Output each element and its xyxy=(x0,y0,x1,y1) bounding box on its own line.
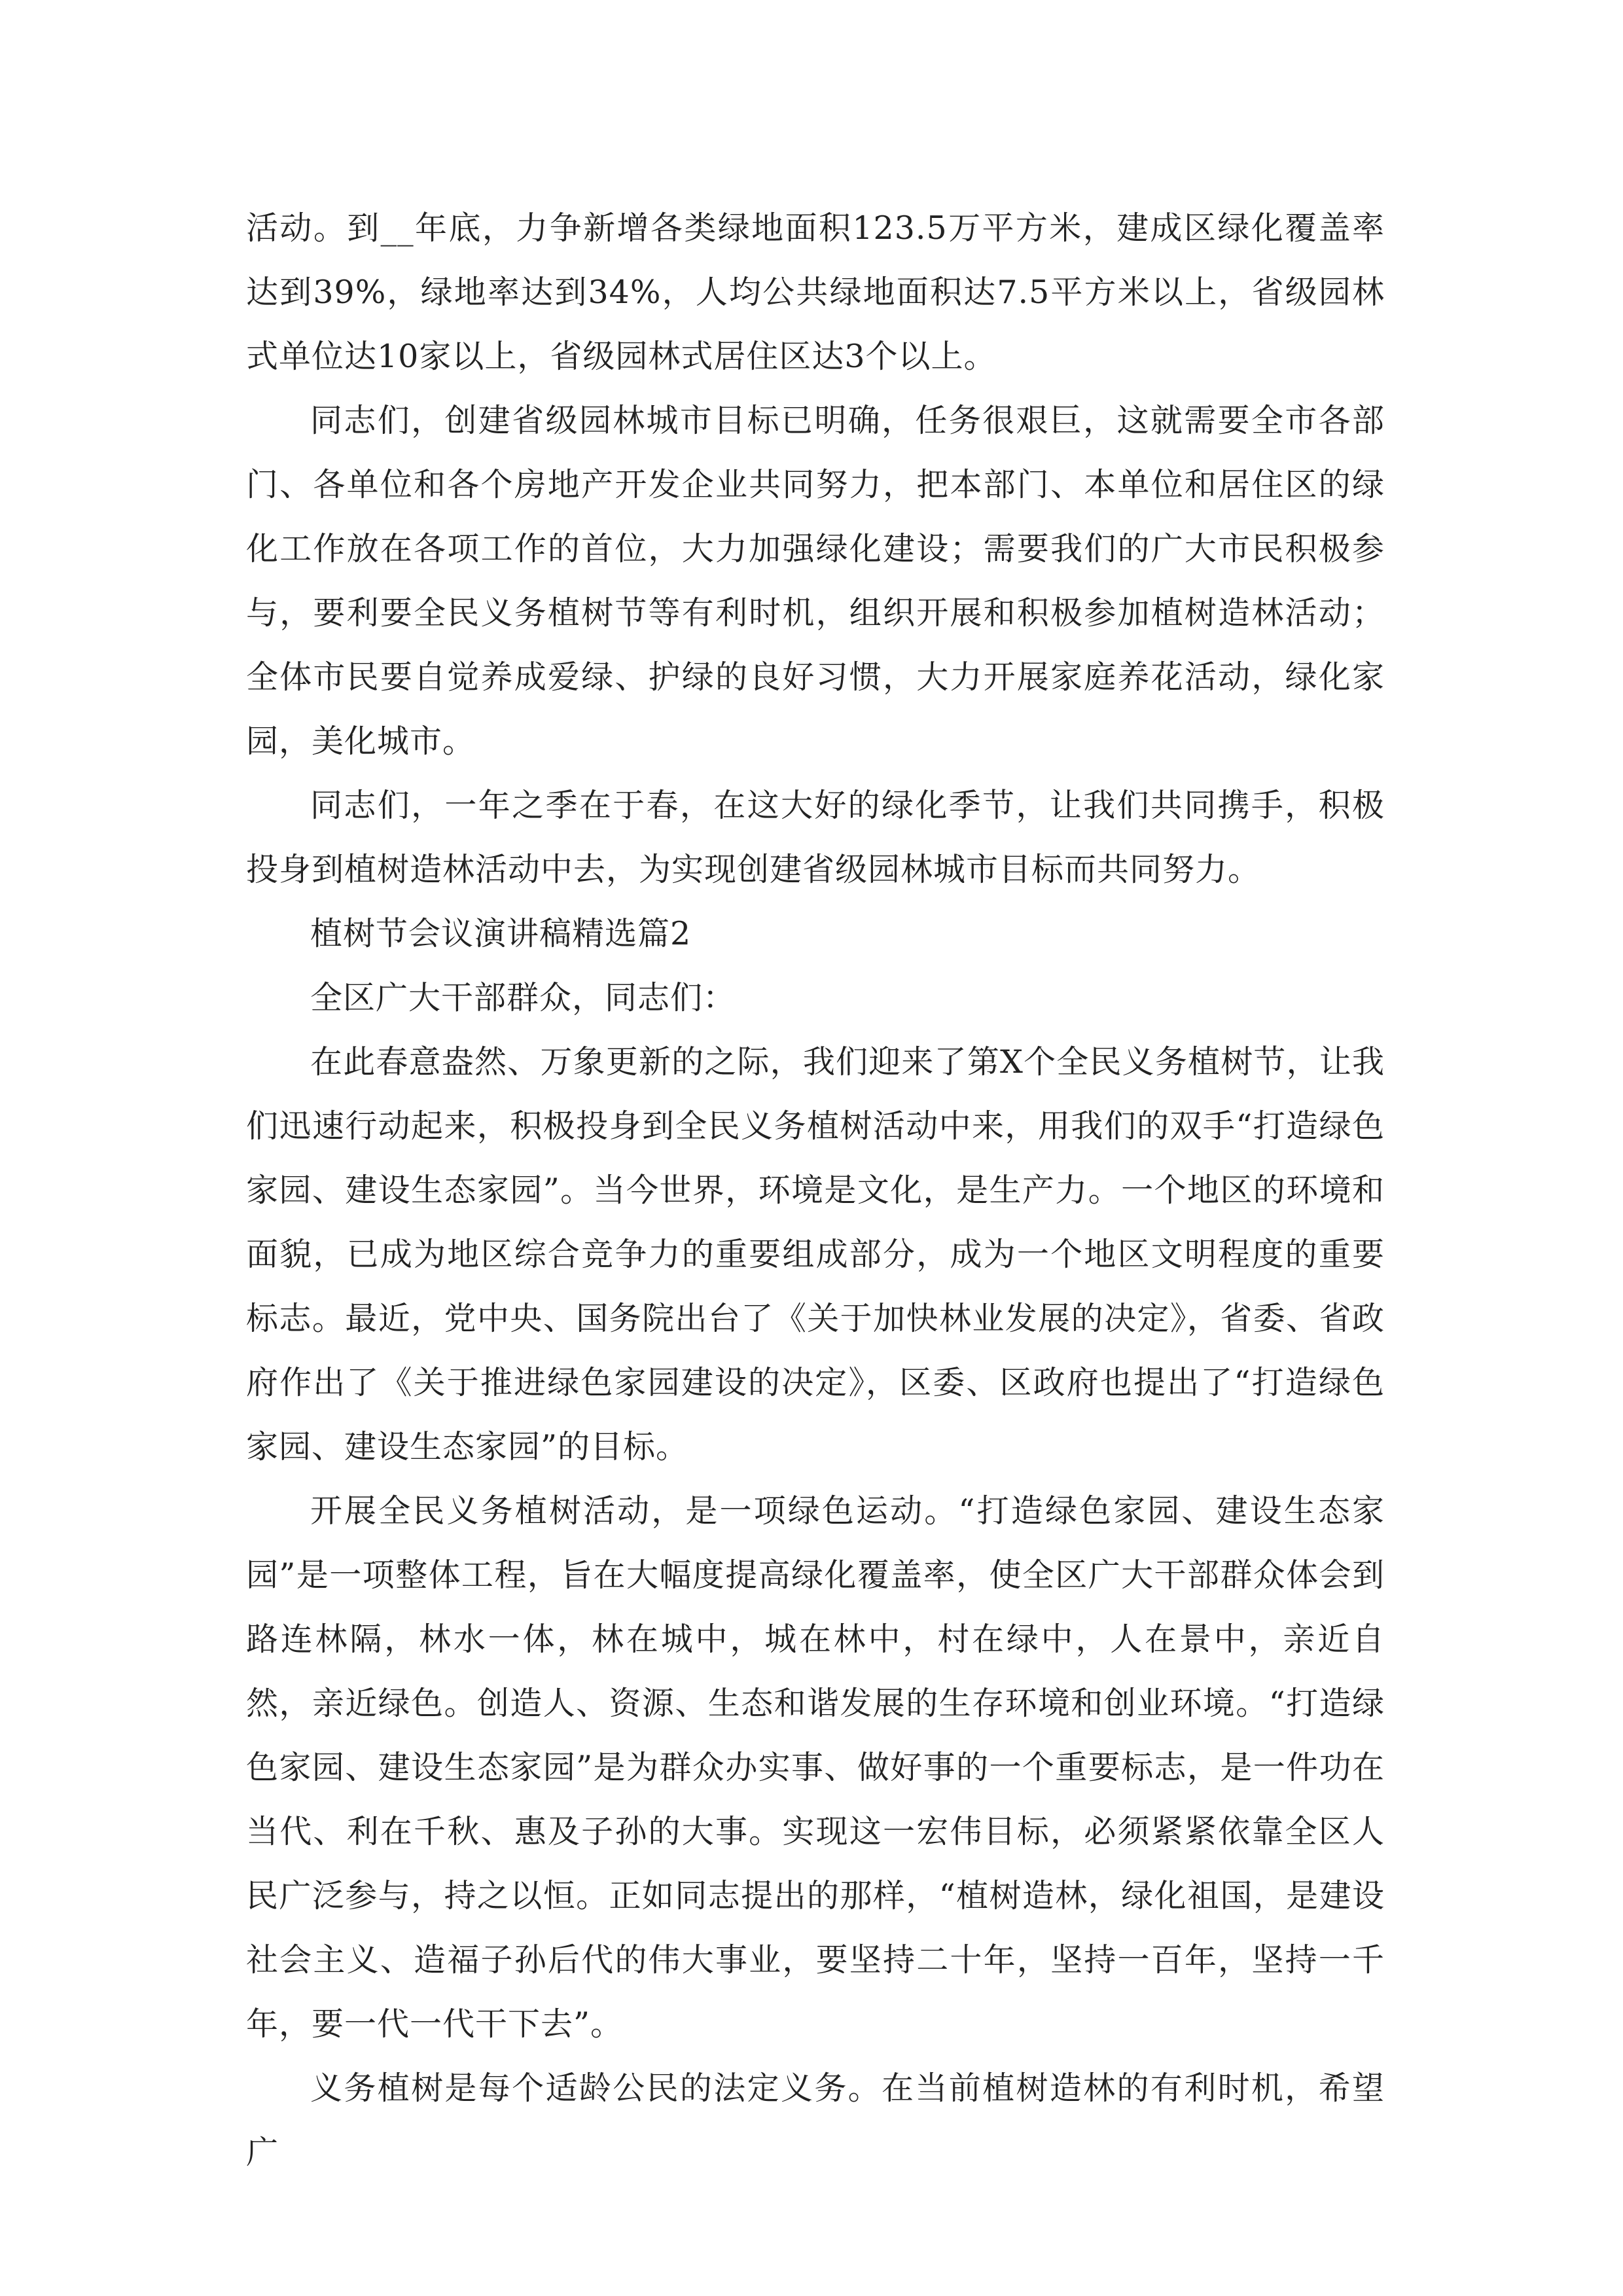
paragraph-2: 同志们，创建省级园林城市目标已明确，任务很艰巨，这就需要全市各部门、各单位和各个房地产开发企业共同努力，把本部门、本单位和居住区的绿化工作放在各项工作的首位，大力加强绿化建设；需要我们的广大市民积极参与，要利要全民义务植树节等有利时机，组织开展和积极参加植树造林活动；全体市民要自觉养成爱绿、护绿的良好习惯，大力开展家庭养花活动，绿化家园，美化城市。 xyxy=(246,402,1385,760)
section-heading: 植树节会议演讲稿精选篇2 xyxy=(310,915,692,952)
paragraph-6: 在此春意盎然、万象更新的之际，我们迎来了第X个全民义务植树节，让我们迅速行动起来，积极投身到全民义务植树活动中来，用我们的双手“打造绿色家园、建设生态家园”。当今世界，环境是文化，是生产力。一个地区的环境和面貌，已成为地区综合竞争力的重要组成部分，成为一个地区文明程度的重要标志。最近，党中央、国务院出台了《关于加快林业发展的决定》，省委、省政府作出了《关于推进绿色家园建设的决定》，区委、区政府也提出了“打造绿色家园、建设生态家园”的目标。 xyxy=(246,1043,1385,1465)
salutation: 全区广大干部群众，同志们： xyxy=(310,979,736,1016)
paragraph-1: 活动。到__年底，力争新增各类绿地面积123.5万平方米，建成区绿化覆盖率达到39%，绿地率达到34%，人均公共绿地面积达7.5平方米以上，省级园林式单位达10家以上，省级园林式居住区达3个以上。 xyxy=(246,209,1385,375)
paragraph-7: 开展全民义务植树活动，是一项绿色运动。“打造绿色家园、建设生态家园”是一项整体工程，旨在大幅度提高绿化覆盖率，使全区广大干部群众体会到路连林隔，林水一体，林在城中，城在林中，村在绿中，人在景中，亲近自然，亲近绿色。创造人、资源、生态和谐发展的生存环境和创业环境。“打造绿色家园、建设生态家园”是为群众办实事、做好事的一个重要标志，是一件功在当代、利在千秋、惠及子孙的大事。实现这一宏伟目标，必须紧紧依靠全区人民广泛参与，持之以恒。正如同志提出的那样，“植树造林，绿化祖国，是建设社会主义、造福子孙后代的伟大事业，要坚持二十年，坚持一百年，坚持一千年，要一代一代干下去”。 xyxy=(246,1492,1385,2043)
document-body xyxy=(246,196,1385,2185)
paragraph-8: 义务植树是每个适龄公民的法定义务。在当前植树造林的有利时机，希望广 xyxy=(246,2070,1385,2171)
paragraph-3: 同志们，一年之季在于春，在这大好的绿化季节，让我们共同携手，积极投身到植树造林活动中去，为实现创建省级园林城市目标而共同努力。 xyxy=(246,787,1385,888)
